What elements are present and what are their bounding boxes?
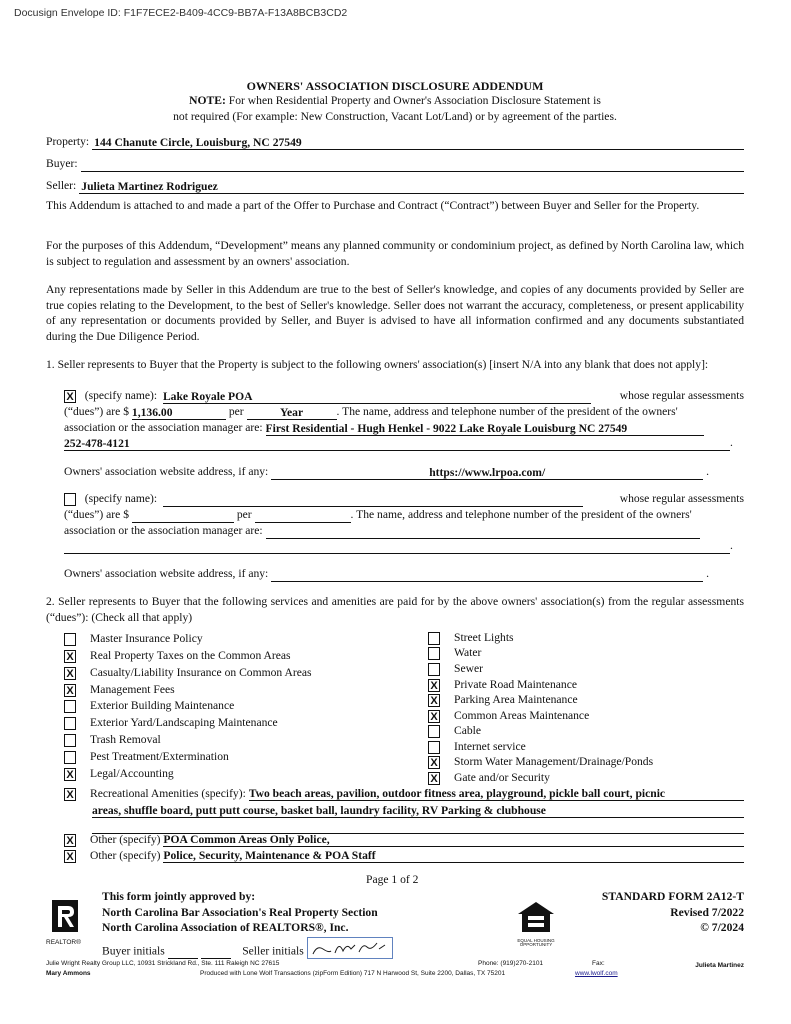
document-title: OWNERS' ASSOCIATION DISCLOSURE ADDENDUM [246, 79, 544, 93]
amenity-label: Trash Removal [90, 733, 161, 747]
amenity-checkbox[interactable] [428, 725, 440, 738]
section-1-intro: 1. Seller represents to Buyer that the Property is subject to the following owners' association(s) [insert N/A into any blank that does not apply]: [46, 358, 709, 371]
equal-housing-house-icon [516, 900, 556, 934]
seller-label: Seller: [46, 179, 77, 193]
assoc2-manager-input[interactable] [266, 525, 700, 539]
assoc1-whose: whose regular assessments [619, 389, 744, 402]
assoc1-line2 [64, 404, 744, 420]
amenity-item [64, 766, 174, 782]
assoc2-line2 [64, 507, 744, 523]
assoc2-amount-input[interactable] [132, 509, 234, 523]
approved-line2: North Carolina Bar Association's Real Property Section [102, 906, 378, 919]
signature-icon [307, 937, 393, 959]
amenity-label: Exterior Yard/Landscaping Maintenance [90, 716, 278, 730]
buyer-input[interactable] [81, 157, 744, 172]
page-number: Page 1 of 2 [366, 873, 419, 886]
recreational-label: Recreational Amenities (specify): [90, 787, 246, 801]
other2-label: Other (specify) [90, 849, 161, 863]
assoc1-website-input[interactable]: https://www.lrpoa.com/ [271, 466, 703, 480]
amenity-label: Cable [454, 724, 482, 738]
assoc2-checkbox[interactable] [64, 493, 76, 506]
recreational-checkbox[interactable]: X [64, 788, 76, 801]
assoc1-website-label: Owners' association website address, if any: [64, 465, 269, 478]
assoc2-name-input[interactable] [163, 493, 583, 507]
equal-housing-text: EQUAL HOUSING OPPORTUNITY [517, 937, 555, 948]
recreational-line1 [64, 786, 744, 802]
amenity-checkbox[interactable]: X [428, 710, 440, 723]
amenity-checkbox[interactable]: X [428, 694, 440, 707]
assoc1-line1 [64, 388, 744, 404]
realtor-logo [46, 900, 86, 947]
assoc2-website-line: Owners' association website address, if any: . [64, 567, 709, 580]
amenity-label: Gate and/or Security [454, 771, 550, 785]
assoc2-line1 [64, 491, 744, 507]
amenity-label: Water [454, 646, 482, 660]
amenity-checkbox[interactable]: X [428, 679, 440, 692]
assoc2-specify-label: (specify name): [84, 492, 158, 505]
amenity-item [64, 682, 175, 698]
assoc1-specify-label: (specify name): [84, 389, 158, 402]
recreational-input-line2[interactable]: areas, shuffle board, putt putt course, basket ball, laundry facility, RV Parking & clubhouse [92, 804, 744, 818]
assoc2-dues-label: (“dues”) are $ [64, 508, 130, 521]
amenity-checkbox[interactable] [64, 717, 76, 730]
buyer-initials-label: Buyer initials [102, 944, 165, 958]
amenity-item [428, 677, 577, 693]
section-2-intro: 2. Seller represents to Buyer that the following services and amenities are paid for by the above owners' association(s) from the regular assessments (“dues”): (Check all that apply) [46, 595, 744, 624]
buyer-label: Buyer: [46, 157, 78, 171]
amenity-item [428, 723, 481, 739]
amenity-item [428, 739, 526, 755]
assoc1-checkbox[interactable]: X [64, 390, 76, 403]
amenity-label: Casualty/Liability Insurance on Common Areas [90, 666, 312, 680]
assoc2-manager-label: association or the association manager are: [64, 524, 263, 537]
other-line-1 [64, 832, 744, 848]
assoc1-name-input[interactable]: Lake Royale POA [163, 390, 591, 404]
amenity-checkbox[interactable] [64, 633, 76, 646]
realtor-mark: REALTOR® [46, 938, 81, 946]
paragraph-attached: This Addendum is attached to and made a part of the Offer to Purchase and Contract (“Contract”) between Buyer and Seller for the Property. [46, 199, 700, 212]
assoc2-phone-input[interactable] [64, 540, 730, 554]
amenity-label: Legal/Accounting [90, 767, 174, 781]
amenity-checkbox[interactable]: X [64, 768, 76, 781]
amenity-label: Street Lights [454, 631, 514, 645]
assoc2-president-text: . The name, address and telephone number of the president of the owners' [350, 508, 692, 521]
assoc2-per-label: per [236, 508, 252, 521]
amenity-item [64, 631, 203, 647]
assoc2-website-input[interactable] [271, 568, 703, 582]
amenity-checkbox[interactable]: X [64, 684, 76, 697]
assoc2-line4: . [64, 538, 744, 554]
assoc1-president-text: . The name, address and telephone number of the president of the owners' [336, 405, 678, 418]
seller-input[interactable]: Julieta Martinez Rodriguez [79, 179, 744, 194]
footer-fax: Fax: [592, 960, 605, 967]
amenity-item [428, 630, 514, 646]
amenity-label: Sewer [454, 662, 483, 676]
assoc1-phone-input[interactable]: 252-478-4121 [64, 437, 730, 451]
copyright: © 7/2024 [700, 921, 744, 934]
initials-line [102, 937, 393, 959]
amenity-item [64, 665, 312, 681]
envelope-id: Docusign Envelope ID: F1F7ECE2-B409-4CC9-BB7A-F13A8BCB3CD2 [14, 7, 348, 19]
amenity-item [428, 645, 481, 661]
assoc1-website-line: Owners' association website address, if any: https://www.lrpoa.com/ . [64, 465, 709, 479]
amenity-label: Internet service [454, 740, 526, 754]
assoc2-whose: whose regular assessments [619, 492, 744, 505]
amenity-label: Common Areas Maintenance [454, 709, 590, 723]
assoc1-line4: 252-478-4121 . [64, 436, 733, 450]
footer-agent: Mary Ammons [46, 970, 91, 977]
amenity-label: Exterior Building Maintenance [90, 699, 235, 713]
assoc1-per-input[interactable]: Year [247, 406, 337, 420]
assoc2-per-input[interactable] [255, 509, 351, 523]
assoc1-manager-label: association or the association manager are: [64, 421, 263, 434]
amenity-label: Storm Water Management/Drainage/Ponds [454, 755, 654, 769]
amenity-item [64, 732, 161, 748]
amenity-item [428, 661, 483, 677]
amenity-checkbox[interactable] [428, 663, 440, 676]
assoc1-line3 [64, 420, 744, 436]
seller-initials-label: Seller initials [242, 944, 304, 958]
note-label: NOTE: [189, 94, 226, 107]
recreational-line2 [92, 802, 744, 818]
approved-line3: North Carolina Association of REALTORS®, Inc. [102, 921, 349, 934]
amenity-checkbox[interactable]: X [428, 772, 440, 785]
assoc2-website-label: Owners' association website address, if any: [64, 567, 269, 580]
amenity-item [64, 715, 278, 731]
amenity-checkbox[interactable]: X [64, 667, 76, 680]
amenity-checkbox[interactable]: X [64, 650, 76, 663]
other1-input[interactable]: POA Common Areas Only Police, [163, 833, 744, 847]
assoc1-dues-label: (“dues”) are $ [64, 405, 130, 418]
buyer-field [46, 156, 744, 172]
other2-checkbox[interactable]: X [64, 850, 76, 863]
amenity-checkbox[interactable] [428, 741, 440, 754]
seller-initials-signature[interactable] [307, 937, 393, 959]
assoc1-manager-input[interactable]: First Residential - Hugh Henkel - 9022 Lake Royale Louisburg NC 27549 [266, 422, 704, 436]
assoc2-line3 [64, 523, 744, 539]
assoc1-amount-input[interactable]: 1,136.00 [132, 406, 226, 420]
amenity-checkbox[interactable]: X [428, 756, 440, 769]
buyer-initials-input-1[interactable] [168, 945, 198, 959]
note [46, 93, 744, 124]
assoc1-per-label: per [228, 405, 244, 418]
other-line-2 [64, 848, 744, 864]
buyer-initials-input-2[interactable] [201, 945, 231, 959]
amenity-label: Parking Area Maintenance [454, 693, 578, 707]
footer-url[interactable]: www.lwolf.com [575, 970, 618, 977]
amenity-checkbox[interactable] [64, 700, 76, 713]
amenity-item [64, 698, 234, 714]
note-line2: not required (For example: New Construction, Vacant Lot/Land) or by agreement of the parties. [173, 109, 617, 123]
approved-line1: This form jointly approved by: [102, 890, 256, 903]
other1-label: Other (specify) [90, 833, 161, 847]
paragraph-representations: Any representations made by Seller in this Addendum are true to the best of Seller's knowledge, and copies of any documents provided by Seller are true copies relating to the Development, to the best of Seller's knowledge. Seller does not warrant the accuracy, completeness, or present applicability of any representation or documents provided by Seller, and Buyer is advised to have all information confirmed and any documents substantiated during the Due Diligence Period. [46, 283, 744, 343]
amenity-label: Master Insurance Policy [90, 632, 203, 646]
footer-phone: Phone: (919)270-2101 [478, 960, 544, 967]
note-line1: For when Residential Property and Owner's Association Disclosure Statement is [228, 94, 601, 107]
amenity-label: Management Fees [90, 683, 175, 697]
recreational-input-line1[interactable]: Two beach areas, pavilion, outdoor fitness area, playground, pickle ball court, picnic [249, 787, 744, 801]
amenity-checkbox[interactable] [64, 734, 76, 747]
footer-produced: Produced with Lone Wolf Transactions (zipForm Edition) 717 N Harwood St, Suite 2200, Dallas, TX 75201 [200, 970, 506, 977]
revised-date: Revised 7/2022 [670, 906, 744, 919]
amenity-item [64, 749, 229, 765]
amenity-item [428, 754, 653, 770]
amenity-item [64, 648, 291, 664]
equal-housing-logo [516, 900, 566, 948]
amenity-item [428, 708, 589, 724]
property-field [46, 134, 744, 150]
footer-company: Julie Wright Realty Group LLC, 10931 Strickland Rd., Ste. 111 Raleigh NC 27615 [46, 960, 280, 967]
seller-field [46, 178, 744, 194]
realtor-r-icon [46, 900, 86, 936]
amenity-checkbox[interactable] [64, 751, 76, 764]
amenity-checkbox[interactable] [428, 647, 440, 660]
amenity-label: Pest Treatment/Extermination [90, 750, 229, 764]
footer-client: Julieta Martinez [695, 962, 744, 969]
amenity-label: Private Road Maintenance [454, 678, 577, 692]
property-label: Property: [46, 135, 90, 149]
amenity-label: Real Property Taxes on the Common Areas [90, 649, 291, 663]
property-input[interactable]: 144 Chanute Circle, Louisburg, NC 27549 [92, 135, 744, 150]
amenity-item [428, 692, 578, 708]
standard-form: STANDARD FORM 2A12-T [601, 890, 744, 903]
paragraph-development: For the purposes of this Addendum, “Development” means any planned community or condominium project, as defined by North Carolina law, which is subject to regulation and assessment by an owners' association. [46, 239, 744, 268]
other2-input[interactable]: Police, Security, Maintenance & POA Staff [163, 849, 744, 863]
other1-checkbox[interactable]: X [64, 834, 76, 847]
amenity-checkbox[interactable] [428, 632, 440, 645]
amenity-item [428, 770, 550, 786]
